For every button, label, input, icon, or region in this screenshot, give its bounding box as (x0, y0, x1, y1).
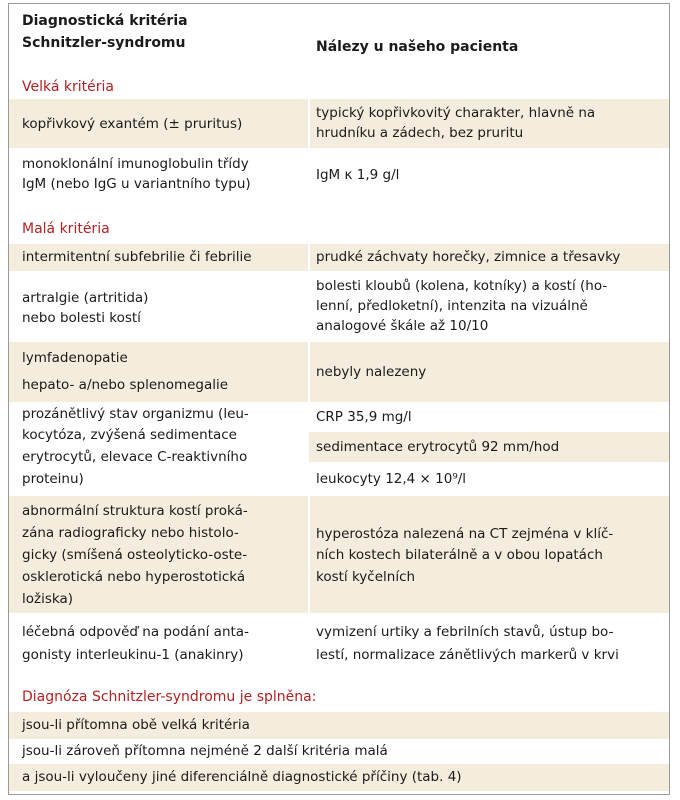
criterion-text: intermitentní subfebrilie či febrilie (22, 249, 252, 265)
column-divider (308, 342, 310, 402)
criterion-text: lymfadenopatie (22, 350, 128, 366)
finding-text: analogové škále až 10/10 (316, 318, 489, 334)
criteria-table (8, 3, 670, 795)
finding-text: lenní, předloketní), intenzita na vizuálně (316, 298, 588, 314)
diagnosis-title: Diagnóza Schnitzler-syndromu je splněna: (22, 689, 317, 705)
criterion-text: monoklonální imunoglobulin třídy (22, 156, 249, 172)
criterion-text: gicky (smíšená osteolyticko-oste- (22, 547, 248, 563)
finding-text: hrudníku a zádech, bez pruritu (316, 125, 524, 141)
diagnosis-item: a jsou-li vyloučeny jiné diferenciálně diagnostické příčiny (tab. 4) (22, 769, 462, 785)
column-divider (308, 99, 310, 148)
criterion-text: kocytóza, zvýšená sedimentace (22, 427, 237, 443)
criterion-text: prozánětlivý stav organizmu (leu- (22, 406, 249, 422)
criterion-text: gonisty interleukinu-1 (anakinry) (22, 647, 244, 663)
criterion-text: ložiska) (22, 591, 74, 607)
criterion-text: zána radiograficky nebo histolo- (22, 525, 239, 541)
criterion-text: léčebná odpověď na podání anta- (22, 624, 249, 640)
criterion-text: proteinu) (22, 471, 84, 487)
criterion-text: artralgie (artritida) (22, 290, 149, 306)
finding-text: IgM κ 1,9 g/l (316, 167, 400, 183)
header-findings: Nálezy u našeho pacienta (316, 39, 519, 55)
finding-text: bolesti kloubů (kolena, kotníky) a kostí (ho- (316, 278, 608, 294)
finding-text: kostí kyčelních (316, 569, 416, 585)
section-title-major: Velká kritéria (22, 79, 114, 95)
finding-text: ních kostech bilaterálně a v obou lopatách (316, 547, 603, 563)
finding-text: sedimentace erytrocytů 92 mm/hod (316, 439, 560, 455)
criterion-text: kopřivkový exantém (± pruritus) (22, 116, 243, 132)
criterion-text: IgM (nebo IgG u variantního typu) (22, 176, 251, 192)
criterion-text: erytrocytů, elevace C-reaktivního (22, 449, 248, 465)
criterion-text: abnormální struktura kostí proká- (22, 503, 248, 519)
finding-text: nebyly nalezeny (316, 364, 427, 380)
column-divider (308, 496, 310, 613)
finding-text: lestí, normalizace zánětlivých markerů v krvi (316, 647, 619, 663)
criterion-text: nebo bolesti kostí (22, 310, 141, 326)
finding-text: CRP 35,9 mg/l (316, 409, 412, 425)
diagnosis-item: jsou-li přítomna obě velká kritéria (22, 717, 250, 733)
finding-text: vymizení urtiky a febrilních stavů, ústup bo- (316, 624, 614, 640)
criterion-text: hepato- a/nebo splenomegalie (22, 377, 229, 393)
diagnosis-item: jsou-li zároveň přítomna nejméně 2 další kritéria malá (22, 743, 388, 759)
header-criteria-line2: Schnitzler-syndromu (22, 35, 186, 51)
finding-text: hyperostóza nalezená na CT zejména v klíč- (316, 526, 614, 542)
finding-text: prudké záchvaty horečky, zimnice a třesavky (316, 249, 621, 265)
column-divider (308, 244, 310, 271)
finding-text: typický kopřivkovitý charakter, hlavně na (316, 105, 596, 121)
criterion-text: osklerotická nebo hyperostotická (22, 569, 246, 585)
section-title-minor: Malá kritéria (22, 221, 110, 237)
header-criteria-line1: Diagnostická kritéria (22, 13, 188, 29)
finding-text: leukocyty 12,4 × 10⁹/l (316, 471, 467, 487)
